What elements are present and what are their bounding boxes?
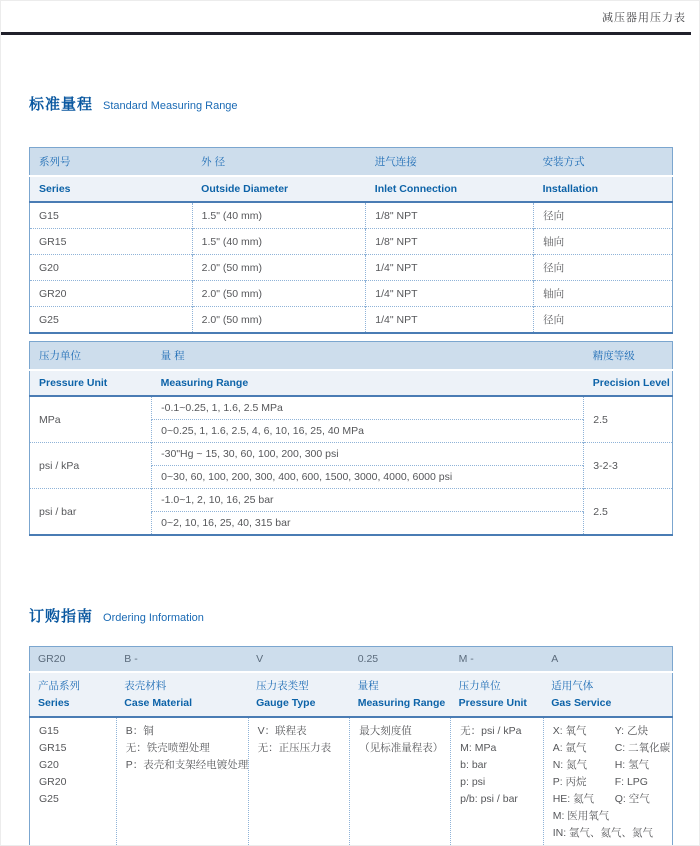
data-cell: 径向	[534, 202, 673, 229]
gas-service-options-cell	[543, 717, 672, 846]
header-label-cn: 表壳材料	[124, 680, 167, 692]
header-cell: 压力单位	[30, 342, 152, 371]
header-cell: Measuring Range	[152, 370, 584, 396]
range-cell: 0~30, 60, 100, 200, 300, 400, 600, 1500, 3000, 4000, 6000 psi	[152, 466, 584, 489]
data-cell: 2.0" (50 mm)	[192, 307, 366, 334]
order-code-cell: B -	[116, 647, 248, 673]
section-title-cn: 订购指南	[29, 608, 94, 625]
option-right: C: 二氧化碳	[614, 742, 671, 754]
data-cell: 1.5" (40 mm)	[192, 229, 366, 255]
table-row	[30, 202, 673, 229]
option-line	[553, 757, 663, 774]
option-line: B：铜	[125, 725, 154, 737]
option-line	[553, 808, 663, 825]
data-cell: 径向	[534, 307, 673, 334]
data-cell: G20	[30, 255, 193, 281]
data-cell: 轴向	[534, 281, 673, 307]
option-line: 无：psi / kPa	[460, 725, 522, 737]
header-label-en: Measuring Range	[357, 697, 446, 709]
case-material-options-cell	[116, 717, 248, 846]
header-label-en: Gauge Type	[256, 697, 316, 709]
measuring-range-options-cell	[350, 717, 451, 846]
header-cell: 系列号	[30, 148, 193, 177]
option-line: G20	[39, 759, 59, 771]
range-cell: -1.0~1, 2, 10, 16, 25 bar	[152, 489, 584, 512]
table-row	[30, 443, 673, 466]
header-cell: Installation	[534, 176, 673, 202]
doc-title: 减压器用压力表	[602, 12, 686, 24]
ordering-table	[29, 646, 673, 846]
option-line: （见标准量程表）	[359, 742, 444, 754]
header-cell	[30, 672, 117, 717]
header-cell: Precision Level	[584, 370, 673, 396]
header-label-en: Gas Service	[551, 697, 612, 709]
section-title-standard-range	[29, 93, 238, 114]
option-line: G15	[39, 725, 59, 737]
option-right: Q: 空气	[614, 793, 650, 805]
header-label-en: Case Material	[124, 697, 192, 709]
option-line: GR20	[39, 776, 67, 788]
unit-cell: psi / kPa	[30, 443, 152, 489]
option-line: 无：铁壳喷塑处理	[125, 742, 210, 754]
header-label-cn: 产品系列	[38, 680, 80, 692]
option-line: 最大刻度值	[359, 725, 412, 737]
header-cell: 进气连接	[366, 148, 534, 177]
header-cell: 外 径	[192, 148, 366, 177]
option-line	[552, 740, 671, 757]
option-right: F: LPG	[614, 776, 648, 788]
top-rule-divider	[1, 32, 691, 35]
table-row	[30, 281, 673, 307]
option-line	[553, 723, 663, 740]
data-cell: 2.0" (50 mm)	[192, 281, 366, 307]
table-header-row-en	[30, 176, 673, 202]
data-cell: 轴向	[534, 229, 673, 255]
header-cell	[116, 672, 248, 717]
range-cell: -0.1~0.25, 1, 1.6, 2.5 MPa	[152, 396, 584, 420]
option-right: H: 氢气	[614, 759, 650, 771]
data-cell: G15	[30, 202, 193, 229]
header-cell: Outside Diameter	[192, 176, 366, 202]
option-line: 无：正压压力表	[257, 742, 332, 754]
header-cell	[248, 672, 350, 717]
measuring-range-table	[29, 341, 673, 536]
precision-cell: 2.5	[584, 489, 673, 536]
table-header-row-en	[30, 370, 673, 396]
header-label-cn: 量程	[357, 680, 379, 692]
table-row	[30, 229, 673, 255]
option-right: Y: 乙炔	[614, 725, 648, 737]
table-row	[30, 396, 673, 420]
data-cell: 径向	[534, 255, 673, 281]
table-row	[30, 489, 673, 512]
order-code-cell: V	[248, 647, 350, 673]
range-cell: 0~2, 10, 16, 25, 40, 315 bar	[152, 512, 584, 536]
table-row	[30, 307, 673, 334]
data-cell: 1.5" (40 mm)	[192, 202, 366, 229]
header-cell: 量 程	[152, 342, 584, 371]
header-label-cn: 压力表类型	[256, 680, 309, 692]
data-cell: 1/4" NPT	[366, 281, 534, 307]
option-line: b: bar	[460, 759, 487, 771]
table-row	[30, 255, 673, 281]
standard-range-series-table	[29, 147, 673, 334]
option-line: p: psi	[460, 776, 486, 788]
option-left: A: 氩气	[552, 742, 587, 754]
order-code-row	[30, 647, 673, 673]
data-cell: G25	[30, 307, 193, 334]
data-cell: GR15	[30, 229, 193, 255]
gauge-type-options-cell	[248, 717, 350, 846]
section-title-en: Ordering Information	[103, 612, 204, 624]
option-line: M: MPa	[460, 742, 497, 754]
data-cell: 1/8" NPT	[366, 202, 534, 229]
option-line: p/b: psi / bar	[460, 793, 518, 805]
unit-cell: MPa	[30, 396, 152, 443]
order-code-cell: M -	[451, 647, 544, 673]
data-cell: 1/4" NPT	[366, 307, 534, 334]
header-cell: Pressure Unit	[30, 370, 152, 396]
header-cell: 安装方式	[534, 148, 673, 177]
option-left: X: 氧气	[552, 725, 587, 737]
data-cell: GR20	[30, 281, 193, 307]
option-line: V：联程表	[257, 725, 307, 737]
option-line: G25	[39, 793, 59, 805]
unit-cell: psi / bar	[30, 489, 152, 536]
order-header-row	[30, 672, 673, 717]
section-title-cn: 标准量程	[29, 96, 94, 113]
header-cell: Inlet Connection	[366, 176, 534, 202]
header-cell: Series	[30, 176, 193, 202]
option-line	[553, 791, 663, 808]
data-cell: 2.0" (50 mm)	[192, 255, 366, 281]
data-cell: 1/4" NPT	[366, 255, 534, 281]
precision-cell: 3-2-3	[584, 443, 673, 489]
header-label-en: Pressure Unit	[458, 697, 527, 709]
table-header-row-cn	[30, 148, 673, 177]
header-cell	[451, 672, 544, 717]
header-cell	[350, 672, 451, 717]
order-body-row	[30, 717, 673, 846]
order-code-cell: GR20	[30, 647, 117, 673]
header-cell: 精度等级	[584, 342, 673, 371]
header-label-cn: 适用气体	[551, 680, 594, 692]
section-title-ordering	[29, 605, 204, 626]
option-left: M: 医用氧气	[552, 810, 610, 822]
precision-cell: 2.5	[584, 396, 673, 443]
range-cell: -30"Hg ~ 15, 30, 60, 100, 200, 300 psi	[152, 443, 584, 466]
option-line	[553, 774, 663, 791]
pressure-unit-options-cell	[451, 717, 544, 846]
option-left: N: 氮气	[552, 759, 588, 771]
header-cell	[543, 672, 672, 717]
data-cell: 1/8" NPT	[366, 229, 534, 255]
option-line: GR15	[39, 742, 67, 754]
order-code-cell: A	[543, 647, 672, 673]
option-line	[553, 825, 663, 842]
section-title-en: Standard Measuring Range	[103, 100, 238, 112]
order-code-cell: 0.25	[350, 647, 451, 673]
option-left: HE: 氦气	[552, 793, 595, 805]
header-label-cn: 压力单位	[458, 680, 501, 692]
table-header-row-cn	[30, 342, 673, 371]
range-cell: 0~0.25, 1, 1.6, 2.5, 4, 6, 10, 16, 25, 40 MPa	[152, 420, 584, 443]
series-options-cell	[30, 717, 117, 846]
header-label-en: Series	[38, 697, 70, 709]
option-line: P：表壳和支架经电镀处理	[125, 759, 249, 771]
option-left: IN: 氩气、氦气、氮气	[552, 827, 654, 839]
option-left: P: 丙烷	[552, 776, 587, 788]
